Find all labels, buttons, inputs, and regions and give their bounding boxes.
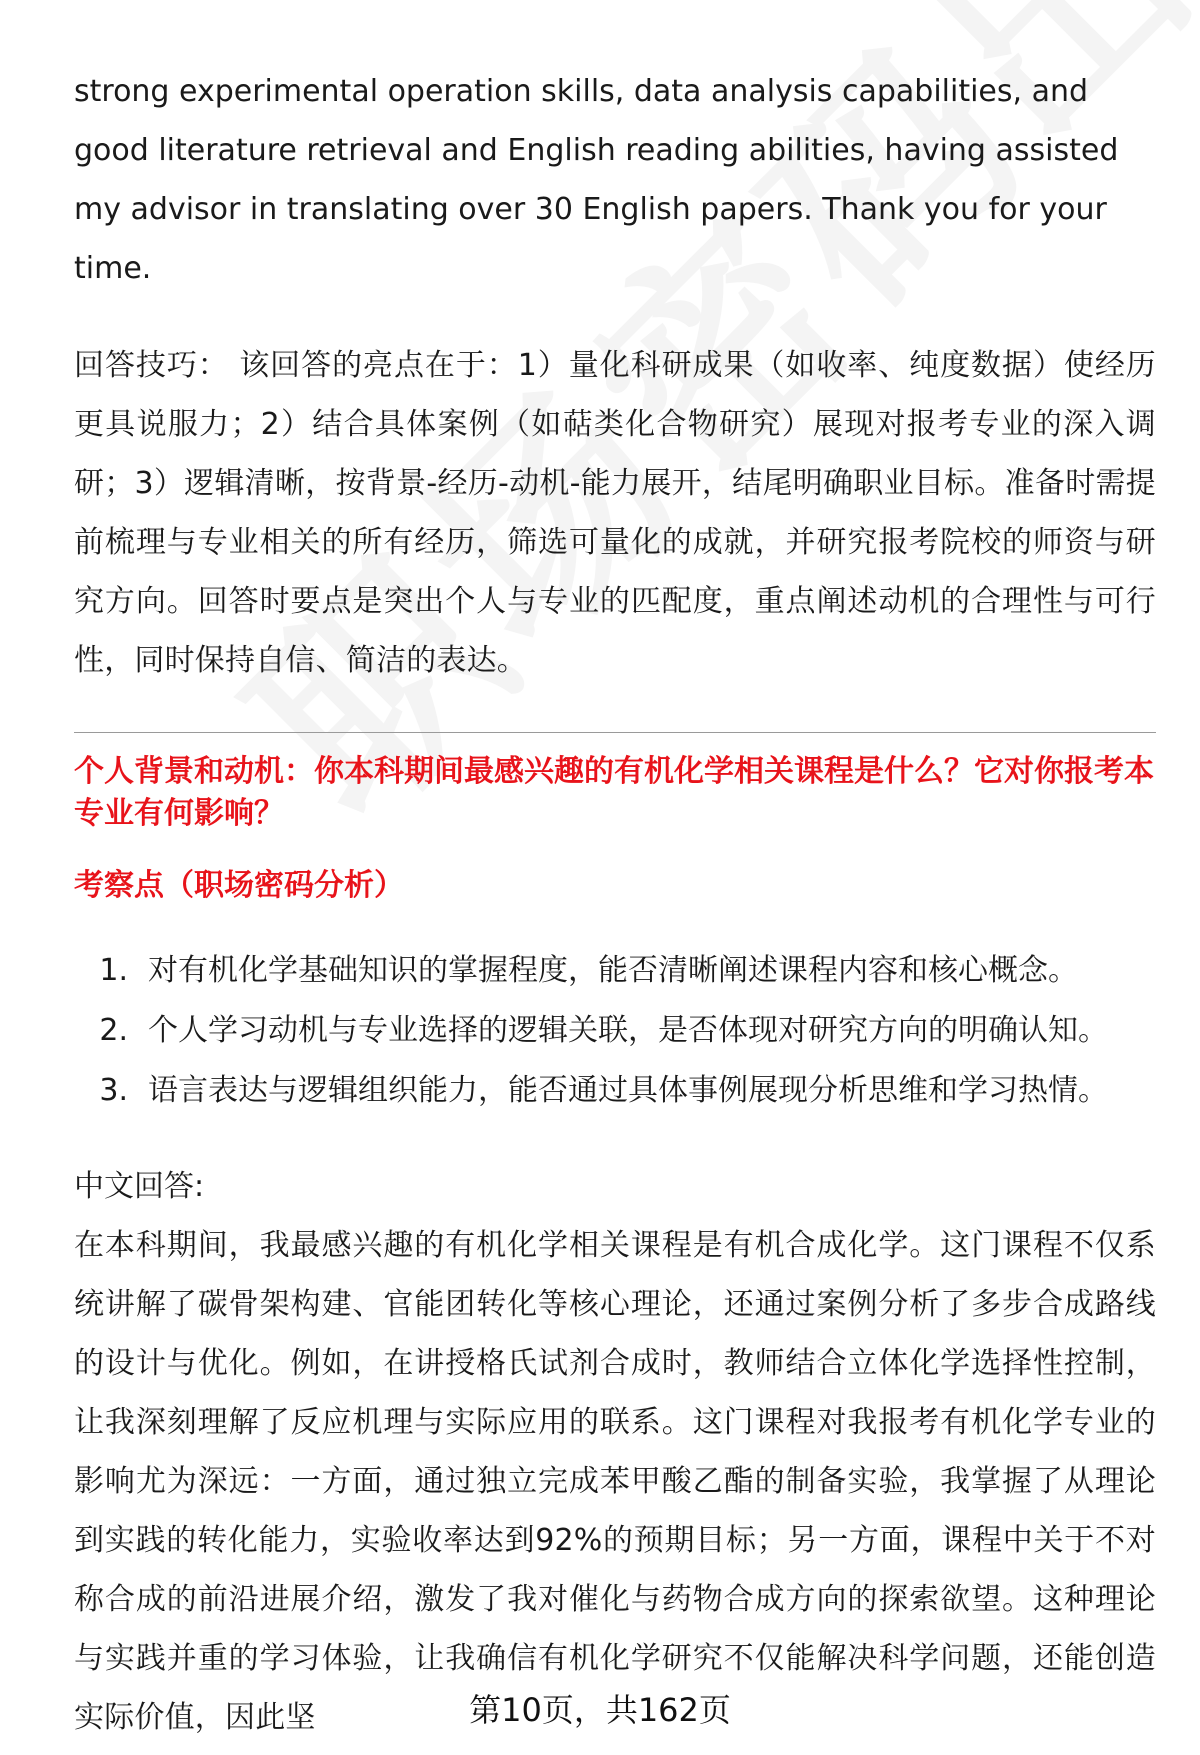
section-divider xyxy=(74,732,1156,733)
list-item xyxy=(74,1001,1156,1061)
list-item-text: 个人学习动机与专业选择的逻辑关联，是否体现对研究方向的明确认知。 xyxy=(148,1013,1108,1048)
list-item-text: 对有机化学基础知识的掌握程度，能否清晰阐述课程内容和核心概念。 xyxy=(148,953,1078,988)
list-item-number: 3. xyxy=(99,1073,128,1108)
page-indicator: 第10页，共162页 xyxy=(469,1691,731,1729)
answer-label: 中文回答: xyxy=(74,1169,205,1204)
document-page xyxy=(74,62,1156,1747)
intro-paragraph-end: strong experimental operation skills, data analysis capabilities, and good literature retrieval and English reading abilities, having assisted my advisor in translating over 30 English papers. Thank you for your time. xyxy=(74,74,1119,286)
list-item-text: 语言表达与逻辑组织能力，能否通过具体事例展现分析思维和学习热情。 xyxy=(148,1073,1108,1108)
list-item xyxy=(74,1061,1156,1121)
answer-tips-paragraph: 回答技巧： 该回答的亮点在于：1）量化科研成果（如收率、纯度数据）使经历更具说服力；2）结合具体案例（如萜类化合物研究）展现对报考专业的深入调研；3）逻辑清晰，按背景-经历-动机-能力展开，结尾明确职业目标。准备时需提前梳理与专业相关的所有经历，筛选可量化的成就，并研究报考院校的师资与研究方向。回答时要点是突出个人与专业的匹配度，重点阐述动机的合理性与可行性，同时保持自信、简洁的表达。 xyxy=(74,348,1156,678)
question-title: 个人背景和动机：你本科期间最感兴趣的有机化学相关课程是什么？它对你报考本专业有何影响？ xyxy=(74,754,1154,831)
list-item-number: 2. xyxy=(99,1013,128,1048)
answer-body: 在本科期间，我最感兴趣的有机化学相关课程是有机合成化学。这门课程不仅系统讲解了碳骨架构建、官能团转化等核心理论，还通过案例分析了多步合成路线的设计与优化。例如，在讲授格氏试剂合成时，教师结合立体化学选择性控制，让我深刻理解了反应机理与实际应用的联系。这门课程对我报考有机化学专业的影响尤为深远：一方面，通过独立完成苯甲酸乙酯的制备实验，我掌握了从理论到实践的转化能力，实验收率达到92%的预期目标；另一方面，课程中关于不对称合成的前沿进展介绍，激发了我对催化与药物合成方向的探索欲望。这种理论与实践并重的学习体验，让我确信有机化学研究不仅能解决科学问题，还能创造实际价值，因此坚 xyxy=(74,1228,1156,1735)
assessment-points-list xyxy=(74,941,1156,1121)
assessment-heading: 考察点（职场密码分析） xyxy=(74,868,404,903)
list-item xyxy=(74,941,1156,1001)
list-item-number: 1. xyxy=(99,953,128,988)
